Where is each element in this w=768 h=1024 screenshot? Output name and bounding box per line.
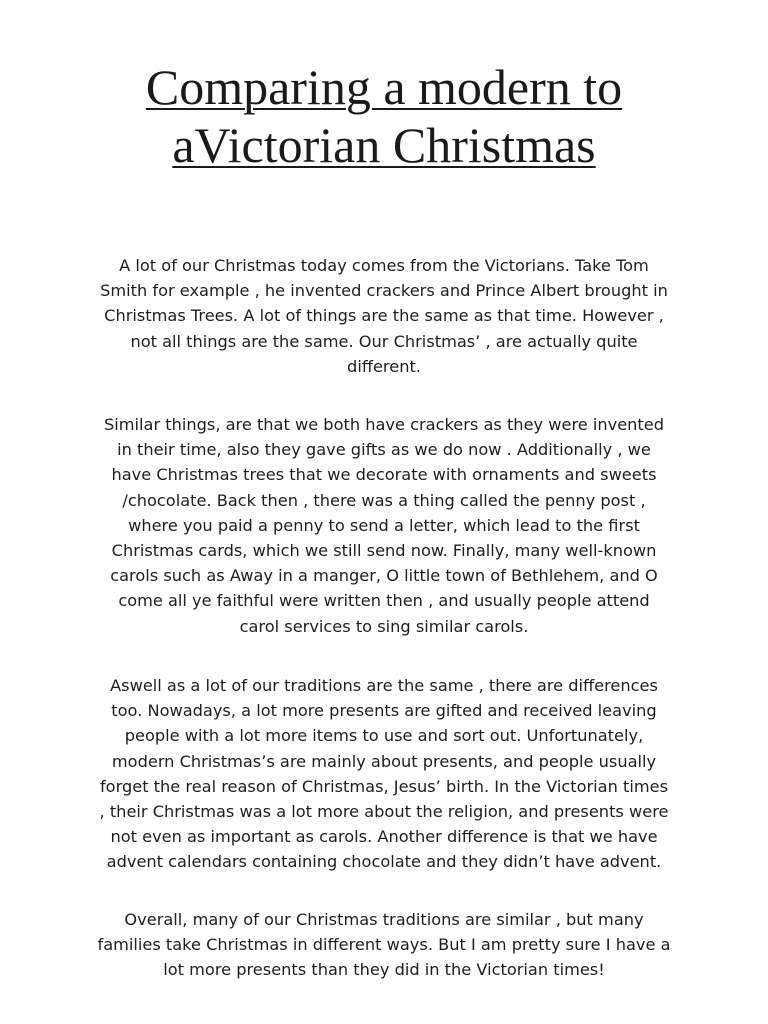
title-line-1: Comparing a modern to bbox=[145, 59, 623, 115]
title-line-2: aVictorian Christmas bbox=[172, 117, 596, 173]
paragraph-conclusion: Overall, many of our Christmas traditions are similar , but many families take Christmas in different ways. But I am pretty sure I have a lot more presents than they did in the Victorian times! bbox=[97, 910, 671, 980]
paragraph-intro: A lot of our Christmas today comes from the Victorians. Take Tom Smith for example , he invented crackers and Prince Albert brought in Christmas Trees. A lot of things are the same as that time. However , not all things are the same. Our Christmas’ , are actually quite different. bbox=[100, 256, 668, 376]
paragraph-similarities: Similar things, are that we both have crackers as they were invented in their time, also they gave gifts as we do now . Additionally , we have Christmas trees that we decorate with ornaments and sweets /chocolate. Back then , there was a thing called the penny post , where you paid a penny to send a letter, which lead to the first Christmas cards, which we still send now. Finally, many well-known carols such as Away in a manger, O little town of Bethlehem, and O come all ye faithful were written then , and usually people attend carol services to sing similar carols. bbox=[104, 415, 664, 636]
paragraph-differences: Aswell as a lot of our traditions are the same , there are differences too. Nowadays, a lot more presents are gifted and received leaving people with a lot more items to use and sort out. Unfortunately, modern Christmas’s are mainly about presents, and people usually forget the real reason of Christmas, Jesus’ birth. In the Victorian times , their Christmas was a lot more about the religion, and presents were not even as important as carols. Another difference is that we have advent calendars containing chocolate and they didn’t have advent. bbox=[99, 676, 669, 872]
page-title bbox=[70, 58, 698, 174]
